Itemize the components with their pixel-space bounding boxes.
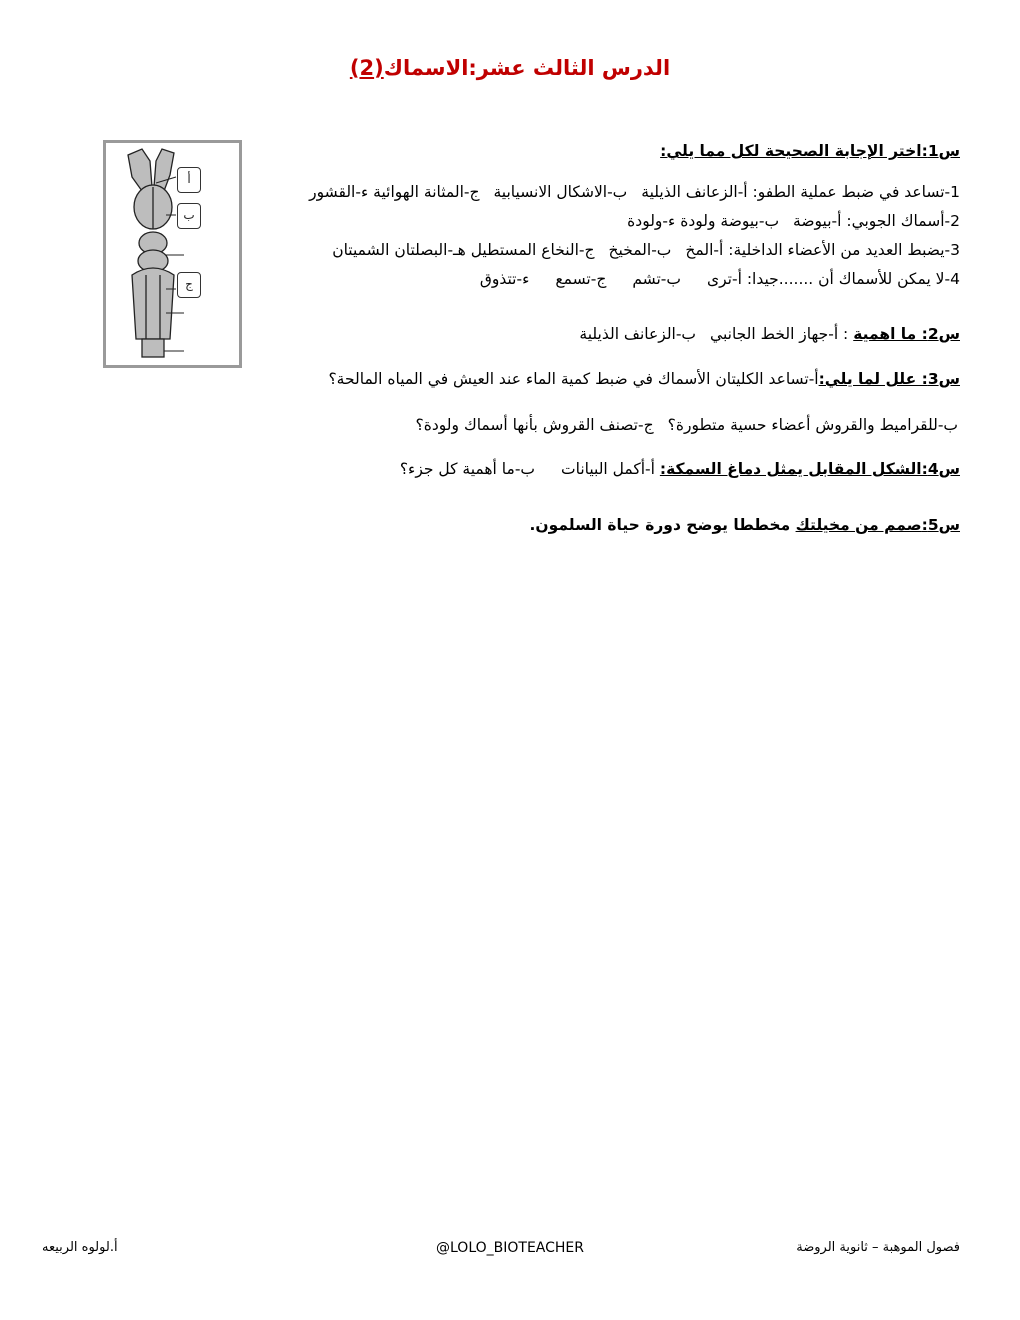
question-3-part-b: ب-للقراميط والقروش أعضاء حسية متطورة؟ xyxy=(667,416,958,434)
question-2-option-a: : أ-جهاز الخط الجانبي xyxy=(710,325,854,343)
question-4 xyxy=(400,460,960,478)
item-4-text: 4-لا يمكن للأسماك أن .......جيدا: أ-ترى xyxy=(707,270,960,288)
item-2-text: 2-أسماك الجوبي: أ-بيوضة xyxy=(793,212,960,230)
item-1-option-c: ج-المثانة الهوائية ء-القشور xyxy=(309,183,480,201)
question-5 xyxy=(530,516,960,534)
question-5-underlined: صمم من مخيلتك xyxy=(795,516,922,534)
item-4-option-d: ء-تتذوق xyxy=(479,270,530,288)
footer-teacher: أ.لولوه الربيعه xyxy=(42,1240,118,1255)
question-1-item-1 xyxy=(309,183,960,201)
question-3-heading: س3: علل لما يلي: xyxy=(818,370,960,388)
fish-brain-figure xyxy=(103,140,242,368)
question-4-part-a: أ-أكمل البيانات xyxy=(561,460,660,478)
item-1-text: 1-تساعد في ضبط عملية الطفو: أ-الزعانف الذيلية xyxy=(641,183,960,201)
question-1-heading: س1:اختر الإجابة الصحيحة لكل مما يلي: xyxy=(660,142,960,160)
title-number: (2) xyxy=(349,56,384,80)
question-3 xyxy=(328,370,960,388)
figure-label-b: ب xyxy=(177,203,201,229)
page-title xyxy=(0,56,1020,80)
question-5-heading: س5: xyxy=(921,516,960,534)
question-1-item-3 xyxy=(332,241,960,259)
item-3-option-b: ب-المخيخ xyxy=(608,241,672,259)
fish-brain-diagram xyxy=(106,143,239,365)
question-5-text: مخططا يوضح دورة حياة السلمون. xyxy=(529,516,796,534)
item-1-option-b: ب-الاشكال الانسيابية xyxy=(493,183,628,201)
footer-school: فصول الموهبة – ثانوية الروضة xyxy=(796,1240,960,1255)
question-4-heading: س4:الشكل المقابل يمثل دماغ السمكة: xyxy=(659,460,960,478)
question-2-option-b: ب-الزعانف الذيلية xyxy=(579,325,697,343)
question-4-part-b: ب-ما أهمية كل جزء؟ xyxy=(399,460,535,478)
question-3-parts-b-c xyxy=(416,416,958,434)
figure-label-a: أ xyxy=(177,167,201,193)
question-3-part-a: أ-تساعد الكليتان الأسماك في ضبط كمية الماء عند العيش في المياه المالحة؟ xyxy=(328,370,819,388)
item-3-text: 3-يضبط العديد من الأعضاء الداخلية: أ-المخ xyxy=(685,241,960,259)
question-1-item-2 xyxy=(627,212,960,230)
footer-handle: @LOLO_BIOTEACHER xyxy=(436,1240,584,1256)
figure-label-c: ج xyxy=(177,272,201,298)
question-1-item-4 xyxy=(480,270,960,288)
question-2 xyxy=(579,325,960,343)
item-2-option-b: ب-بيوضة ولودة ء-ولودة xyxy=(627,212,780,230)
question-3-part-c: ج-تصنف القروش بأنها أسماك ولودة؟ xyxy=(415,416,654,434)
title-main: الدرس الثالث عشر:الاسماك xyxy=(383,56,671,80)
item-3-option-c: ج-النخاع المستطيل هـ-البصلتان الشميتان xyxy=(332,241,595,259)
question-2-heading: س2: ما اهمية xyxy=(853,325,960,343)
item-4-option-b: ب-تشم xyxy=(632,270,681,288)
item-4-option-c: ج-تسمع xyxy=(555,270,607,288)
